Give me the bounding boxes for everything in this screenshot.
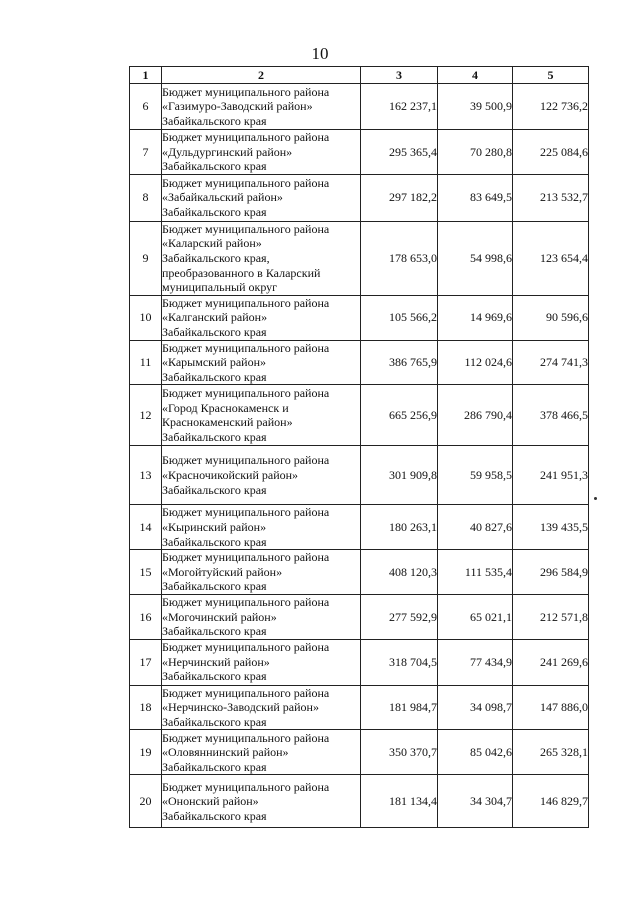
value-c3: 665 256,9 [361, 385, 438, 446]
table-row [130, 295, 589, 340]
row-number: 15 [130, 550, 162, 595]
row-number: 17 [130, 639, 162, 685]
value-c5: 147 886,0 [513, 685, 589, 730]
row-number: 13 [130, 446, 162, 505]
table-row [130, 685, 589, 730]
budget-name-line: Забайкальского края [162, 534, 267, 549]
budget-name-line: Забайкальского края [162, 482, 267, 497]
value-c3: 180 263,1 [361, 505, 438, 550]
value-c4: 70 280,8 [438, 130, 513, 175]
budget-name-line: «Кыринский район» [162, 519, 267, 534]
budget-name-line: Бюджет муниципального района [162, 453, 330, 468]
budget-name-line: «Ононский район» [162, 794, 259, 809]
row-number: 6 [130, 84, 162, 130]
value-c4: 111 535,4 [438, 550, 513, 595]
budget-name-line: преобразованного в Каларский [162, 265, 321, 280]
row-number: 16 [130, 594, 162, 639]
header-col-2: 2 [162, 67, 361, 84]
budget-name [162, 550, 361, 595]
value-c3: 318 704,5 [361, 639, 438, 685]
budget-table [129, 66, 589, 828]
row-number: 7 [130, 130, 162, 175]
value-c5: 241 951,3 [513, 446, 589, 505]
budget-name-line: «Могойтуйский район» [162, 564, 283, 579]
budget-name-line: «Нерчинско-Заводский район» [162, 700, 319, 715]
budget-name-line: Бюджет муниципального района [162, 730, 330, 745]
value-c4: 65 021,1 [438, 594, 513, 639]
table-row [130, 594, 589, 639]
budget-name-line: Бюджет муниципального района [162, 685, 330, 700]
budget-name [162, 730, 361, 775]
budget-name-line: Забайкальского края [162, 624, 267, 639]
budget-name-line: Бюджет муниципального района [162, 340, 330, 355]
table-row [130, 385, 589, 446]
value-c3: 297 182,2 [361, 174, 438, 221]
budget-name [162, 385, 361, 446]
value-c4: 14 969,6 [438, 295, 513, 340]
page-number: 10 [311, 44, 329, 63]
value-c3: 181 134,4 [361, 775, 438, 828]
budget-name [162, 84, 361, 130]
budget-name-line: муниципальный округ [162, 280, 278, 295]
value-c5: 122 736,2 [513, 84, 589, 130]
budget-name-line: Забайкальского края [162, 369, 267, 384]
value-c5: 146 829,7 [513, 775, 589, 828]
budget-name-line: Забайкальского края, [162, 250, 270, 265]
table-row [130, 340, 589, 385]
budget-name-line: Забайкальского края [162, 759, 267, 774]
row-number: 11 [130, 340, 162, 385]
budget-name-line: Забайкальского края [162, 579, 267, 594]
budget-name-line: «Газимуро-Заводский район» [162, 99, 313, 114]
value-c5: 213 532,7 [513, 174, 589, 221]
value-c3: 295 365,4 [361, 130, 438, 175]
value-c5: 296 584,9 [513, 550, 589, 595]
table-row [130, 221, 589, 295]
value-c3: 408 120,3 [361, 550, 438, 595]
budget-name-line: «Калганский район» [162, 310, 268, 325]
budget-name-line: Бюджет муниципального района [162, 295, 330, 310]
table-row [130, 174, 589, 221]
budget-name-line: Бюджет муниципального района [162, 594, 330, 609]
budget-name [162, 594, 361, 639]
budget-name-line: «Могочинский район» [162, 609, 277, 624]
value-c5: 274 741,3 [513, 340, 589, 385]
value-c4: 85 042,6 [438, 730, 513, 775]
table-row [130, 550, 589, 595]
header-col-1: 1 [130, 67, 162, 84]
row-number: 9 [130, 221, 162, 295]
budget-name-line: Забайкальского края [162, 113, 267, 128]
budget-name-line: «Каларский район» [162, 236, 262, 251]
budget-name-line: Бюджет муниципального района [162, 175, 330, 190]
row-number: 14 [130, 505, 162, 550]
budget-name-line: Забайкальского края [162, 324, 267, 339]
value-c4: 286 790,4 [438, 385, 513, 446]
budget-name [162, 295, 361, 340]
value-c5: 241 269,6 [513, 639, 589, 685]
budget-name-line: «Дульдургинский район» [162, 144, 293, 159]
value-c4: 34 098,7 [438, 685, 513, 730]
budget-name-line: Бюджет муниципального района [162, 386, 330, 401]
row-number: 18 [130, 685, 162, 730]
budget-name [162, 221, 361, 295]
value-c5: 265 328,1 [513, 730, 589, 775]
budget-name [162, 639, 361, 685]
budget-name-line: Забайкальского края [162, 669, 267, 684]
header-col-5: 5 [513, 67, 589, 84]
budget-name [162, 775, 361, 828]
budget-name-line: Краснокаменский район» [162, 415, 293, 430]
budget-name-line: Бюджет муниципального района [162, 505, 330, 520]
budget-name-line: «Забайкальский район» [162, 190, 283, 205]
header-col-3: 3 [361, 67, 438, 84]
value-c4: 83 649,5 [438, 174, 513, 221]
budget-name-line: «Оловяннинский район» [162, 745, 289, 760]
value-c5: 139 435,5 [513, 505, 589, 550]
budget-name-line: Бюджет муниципального района [162, 130, 330, 144]
value-c5: 225 084,6 [513, 130, 589, 175]
row-number: 12 [130, 385, 162, 446]
budget-name-line: «Красночикойский район» [162, 468, 299, 483]
header-col-4: 4 [438, 67, 513, 84]
row-number: 10 [130, 295, 162, 340]
table-row [130, 639, 589, 685]
value-c3: 178 653,0 [361, 221, 438, 295]
budget-name-line: Забайкальского края [162, 159, 267, 174]
table-row [130, 730, 589, 775]
budget-name [162, 340, 361, 385]
value-c3: 386 765,9 [361, 340, 438, 385]
value-c4: 54 998,6 [438, 221, 513, 295]
value-c3: 181 984,7 [361, 685, 438, 730]
value-c5: 212 571,8 [513, 594, 589, 639]
budget-name-line: «Карымский район» [162, 355, 266, 370]
table-row [130, 775, 589, 828]
scan-speck [594, 497, 597, 500]
value-c4: 112 024,6 [438, 340, 513, 385]
budget-name [162, 446, 361, 505]
budget-name-line: Бюджет муниципального района [162, 779, 330, 794]
budget-name-line: Забайкальского края [162, 429, 267, 444]
budget-name-line: Бюджет муниципального района [162, 221, 330, 236]
value-c4: 77 434,9 [438, 639, 513, 685]
table-row [130, 505, 589, 550]
budget-name [162, 685, 361, 730]
row-number: 19 [130, 730, 162, 775]
budget-name-line: Забайкальского края [162, 205, 267, 220]
table-row [130, 84, 589, 130]
budget-name-line: «Город Краснокаменск и [162, 400, 289, 415]
budget-name [162, 505, 361, 550]
budget-name [162, 130, 361, 175]
value-c3: 105 566,2 [361, 295, 438, 340]
budget-name-line: «Нерчинский район» [162, 654, 270, 669]
table-row [130, 130, 589, 175]
value-c5: 378 466,5 [513, 385, 589, 446]
budget-name [162, 174, 361, 221]
value-c4: 39 500,9 [438, 84, 513, 130]
value-c5: 123 654,4 [513, 221, 589, 295]
value-c4: 40 827,6 [438, 505, 513, 550]
row-number: 20 [130, 775, 162, 828]
budget-name-line: Забайкальского края [162, 808, 267, 823]
value-c5: 90 596,6 [513, 295, 589, 340]
value-c3: 301 909,8 [361, 446, 438, 505]
budget-name-line: Бюджет муниципального района [162, 84, 330, 99]
row-number: 8 [130, 174, 162, 221]
value-c4: 34 304,7 [438, 775, 513, 828]
table-row [130, 446, 589, 505]
value-c4: 59 958,5 [438, 446, 513, 505]
value-c3: 162 237,1 [361, 84, 438, 130]
budget-name-line: Забайкальского края [162, 714, 267, 729]
header-row [130, 67, 589, 84]
value-c3: 277 592,9 [361, 594, 438, 639]
value-c3: 350 370,7 [361, 730, 438, 775]
budget-name-line: Бюджет муниципального района [162, 640, 330, 655]
budget-name-line: Бюджет муниципального района [162, 550, 330, 565]
